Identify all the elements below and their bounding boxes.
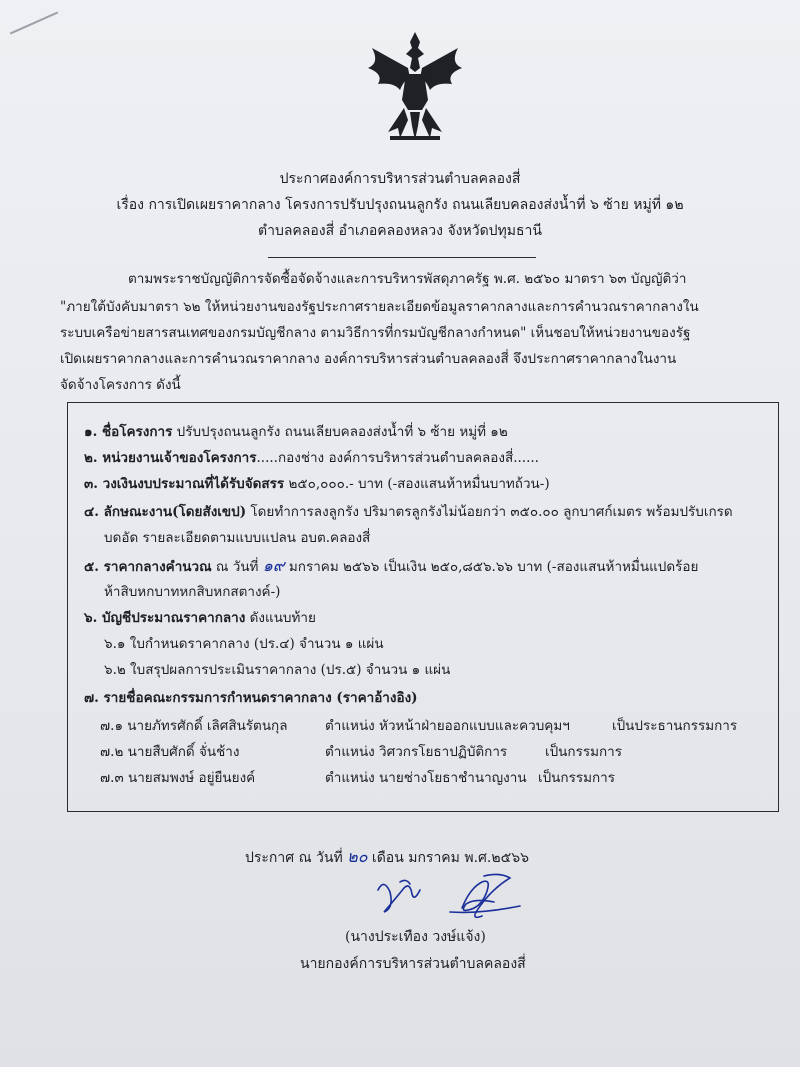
item-committee: ๗. รายชื่อคณะกรรมการกำหนดราคากลาง (ราคาอ้างอิง) [84,690,418,706]
intro-line: ตามพระราชบัญญัติการจัดซื้อจัดจ้างและการบริหารพัสดุภาครัฐ พ.ศ. ๒๕๖๐ มาตรา ๖๓ บัญญัติว่า [128,271,687,287]
item-reference-price: ๕. ราคากลางคำนวณ ณ วันที่ ๑๙ มกราคม ๒๕๖๖ เป็นเงิน ๒๕๐,๘๕๖.๖๖ บาท (-สองแสนห้าหมื่นแปดร้อย [84,556,699,575]
committee-member-name: ๗.๒ นายสืบศักดิ์ จั่นช้าง [100,744,240,760]
item-estimate-list: ๖. บัญชีประมาณราคากลาง ดังแนบท้าย [84,610,316,626]
item-work-description-cont: บดอัด รายละเอียดตามแบบแปลน อบต.คลองสี่ [104,530,371,546]
committee-member-position: ตำแหน่ง นายช่างโยธาชำนาญงาน [325,770,527,786]
garuda-emblem-icon [360,28,470,148]
estimate-list-sub-item: ๖.๑ ใบกำหนดราคากลาง (ปร.๔) จำนวน ๑ แผ่น [104,636,384,652]
committee-member-name: ๗.๓ นายสมพงษ์ อยู่ยืนยงค์ [100,770,256,786]
signature-icon [370,868,530,928]
item-project-name: ๑. ชื่อโครงการ ปรับปรุงถนนลูกรัง ถนนเลียบคลองส่งน้ำที่ ๖ ซ้าย หมู่ที่ ๑๒ [84,424,508,440]
item-owner-agency: ๒. หน่วยงานเจ้าของโครงการ.....กองช่าง องค์การบริหารส่วนตำบลคลองสี่...... [84,450,539,466]
committee-member-role: เป็นประธานกรรมการ [612,718,738,734]
intro-line: เปิดเผยราคากลางและการคำนวณราคากลาง องค์การบริหารส่วนตำบลคลองสี่ จึงประกาศราคากลางในงาน [60,351,677,367]
committee-member-position: ตำแหน่ง วิศวกรโยธาปฏิบัติการ [325,744,508,760]
announcement-subject: เรื่อง การเปิดเผยราคากลาง โครงการปรับปรุงถนนลูกรัง ถนนเลียบคลองส่งน้ำที่ ๖ ซ้าย หมู่ที่ ๑๒ [116,197,684,213]
committee-member-name: ๗.๑ นายภัทรศักดิ์ เลิศสินรัตนกุล [100,718,288,734]
announcement-title: ประกาศองค์การบริหารส่วนตำบลคลองสี่ [279,171,521,187]
committee-member-position: ตำแหน่ง หัวหน้าฝ่ายออกแบบและควบคุมฯ [325,718,570,734]
announcement-location: ตำบลคลองสี่ อำเภอคลองหลวง จังหวัดปทุมธานี [258,223,542,239]
handwritten-announce-day: ๒๐ [347,847,368,866]
estimate-list-sub-item: ๖.๒ ใบสรุปผลการประเมินราคากลาง (ปร.๕) จำนวน ๑ แผ่น [104,662,451,678]
announcement-date: ประกาศ ณ วันที่ ๒๐ เดือน มกราคม พ.ศ.๒๕๖๖ [245,847,529,866]
signer-name: (นางประเทือง วงษ์แจ้ง) [345,929,486,945]
handwritten-day: ๑๙ [262,556,285,575]
signer-title: นายกองค์การบริหารส่วนตำบลคลองสี่ [300,956,526,972]
intro-line: ระบบเครือข่ายสารสนเทศของกรมบัญชีกลาง ตามวิธีการที่กรมบัญชีกลางกำหนด" เห็นชอบให้หน่วยงานของรัฐ [60,325,691,341]
header-divider [268,257,536,258]
item-budget: ๓. วงเงินงบประมาณที่ได้รับจัดสรร ๒๕๐,๐๐๐.- บาท (-สองแสนห้าหมื่นบาทถ้วน-) [84,476,550,492]
item-reference-price-cont: ห้าสิบหกบาทหกสิบหกสตางค์-) [104,584,281,600]
item-work-description: ๔. ลักษณะงาน(โดยสังเขป) โดยทำการลงลูกรัง ปริมาตรลูกรังไม่น้อยกว่า ๓๕๐.๐๐ ลูกบาศก์เมตร พร้อมปรับเกรด [84,504,733,520]
pen-stroke-mark [10,12,58,35]
committee-member-role: เป็นกรรมการ [538,770,615,786]
committee-member-role: เป็นกรรมการ [545,744,622,760]
intro-line: จัดจ้างโครงการ ดังนี้ [60,377,181,393]
intro-line: "ภายใต้บังคับมาตรา ๖๒ ให้หน่วยงานของรัฐประกาศรายละเอียดข้อมูลราคากลางและการคำนวณราคากลางใน [60,299,699,315]
